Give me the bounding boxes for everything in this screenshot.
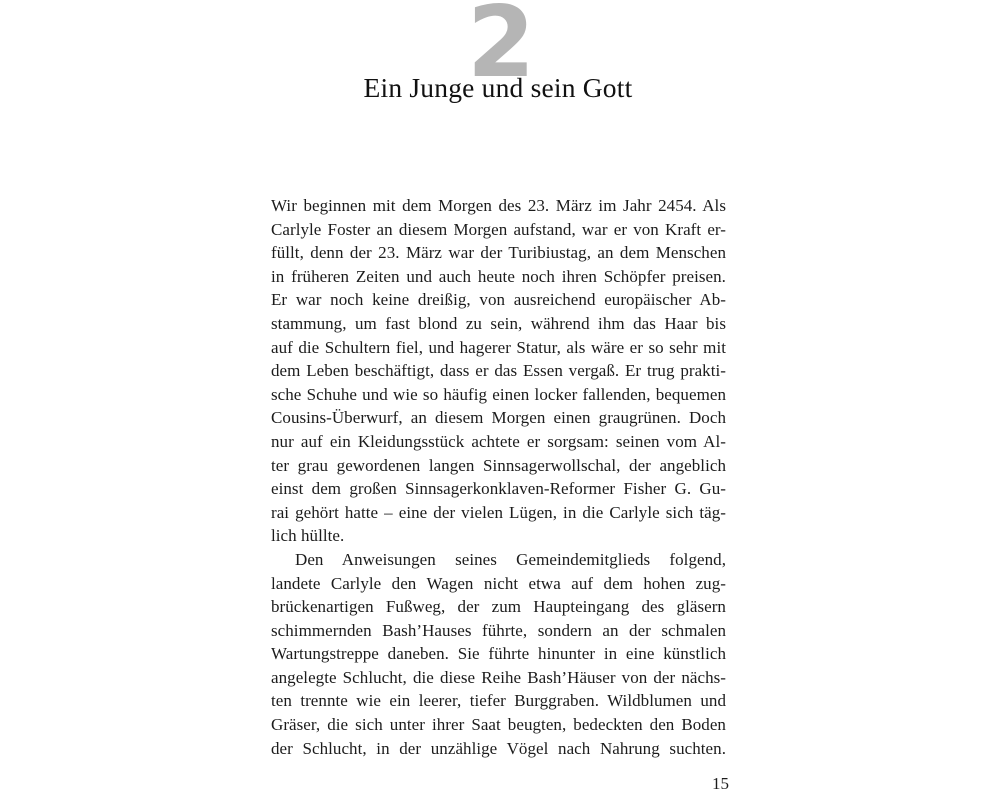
text-line: sche Schuhe und wie so häufig einen locker fallenden, bequemen	[271, 384, 726, 404]
text-line: Gräser, die sich unter ihrer Saat beugten, bedeckten den Boden	[271, 715, 726, 735]
body-text	[271, 194, 726, 760]
text-line: dem Leben beschäftigt, dass er das Essen vergaß. Er trug prakti-	[271, 361, 726, 381]
text-line: Cousins-Überwurf, an diesem Morgen einen graugrünen. Doch	[271, 408, 726, 428]
text-line: stammung, um fast blond zu sein, während ihm das Haar bis	[271, 313, 726, 333]
text-line: brückenartigen Fußweg, der zum Haupteingang des gläsern	[271, 597, 726, 617]
text-line: ten trennte wie ein leerer, tiefer Burggraben. Wildblumen und	[271, 691, 726, 711]
text-line: Wartungstreppe daneben. Sie führte hinunter in eine künstlich	[271, 644, 726, 664]
text-line: nur auf ein Kleidungsstück achtete er sorgsam: seinen vom Al-	[271, 431, 726, 451]
chapter-title: Ein Junge und sein Gott	[363, 72, 633, 103]
text-line: lich hüllte.	[271, 526, 345, 546]
text-line: Carlyle Foster an diesem Morgen aufstand, war er von Kraft er-	[271, 219, 726, 239]
text-line: Wir beginnen mit dem Morgen des 23. März im Jahr 2454. Als	[271, 196, 726, 215]
text-line: der Schlucht, in der unzählige Vögel nach Nahrung suchten.	[271, 738, 726, 758]
chapter-number: 2	[467, 0, 536, 100]
text-line: rai gehört hatte – eine der vielen Lügen, in die Carlyle sich täg-	[271, 502, 726, 522]
text-line: einst dem großen Sinnsagerkonklaven-Reformer Fisher G. Gu-	[271, 479, 726, 499]
text-line: ter grau gewordenen langen Sinnsagerwollschal, der angeblich	[271, 455, 726, 475]
text-line: landete Carlyle den Wagen nicht etwa auf dem hohen zug-	[271, 573, 726, 593]
text-line: füllt, denn der 23. März war der Turibiustag, an dem Menschen	[271, 243, 726, 263]
text-line: in früheren Zeiten und auch heute noch ihren Schöpfer preisen.	[271, 266, 726, 286]
text-line: schimmernden Bash’Hauses führte, sondern an der schmalen	[271, 620, 726, 640]
text-line: auf die Schultern fiel, und hagerer Statur, als wäre er so sehr mit	[271, 337, 726, 357]
text-line: Den Anweisungen seines Gemeindemitglieds folgend,	[295, 549, 726, 569]
page-number: 15	[712, 774, 729, 793]
text-line: Er war noch keine dreißig, von ausreichend europäischer Ab-	[271, 290, 726, 310]
text-line: angelegte Schlucht, die diese Reihe Bash’Häuser von der nächs-	[271, 667, 726, 687]
